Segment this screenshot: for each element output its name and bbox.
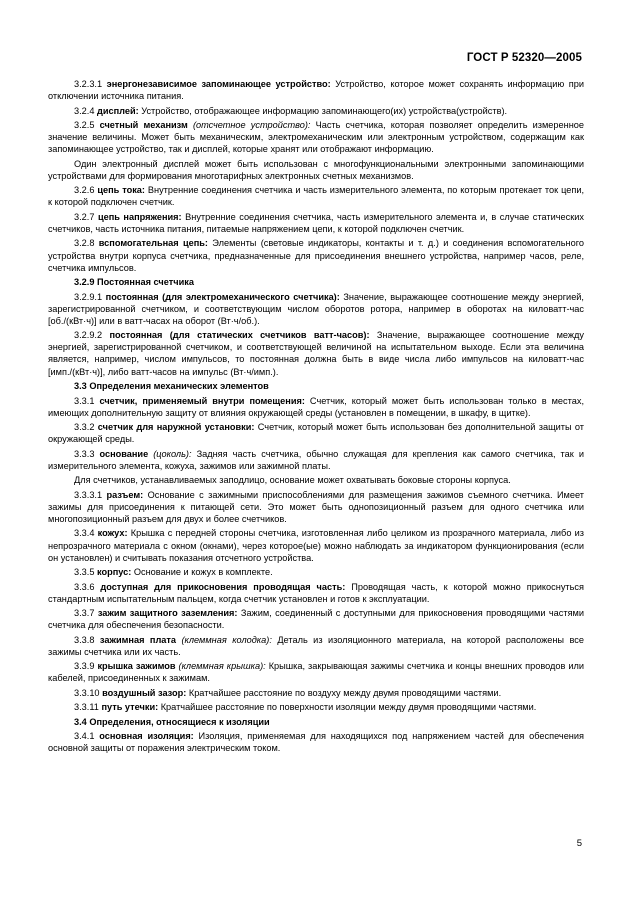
definition-text: Проводящая часть, к которой можно прикоснуться стандартным испытательным пальцем, когда счетчик установлен и готов к эксплуатации.	[48, 581, 584, 604]
definition-text: Кратчайшее расстояние по поверхности изоляции между двумя проводящими частями.	[158, 702, 537, 713]
definition-text: Для счетчиков, устанавливаемых заподлицо, основание может охватывать боковые стороны корпуса.	[74, 475, 511, 486]
alternative-term: (отсчетное устройство):	[187, 120, 311, 131]
definition-paragraph	[48, 687, 584, 699]
definition-paragraph	[48, 395, 584, 419]
definition-paragraph	[48, 730, 584, 754]
clause-number: 3.3.11	[74, 702, 99, 713]
definition-text: Значение, выражающее соотношение между энергией, зарегистрированной счетчиком, и соответствующим числом оборотов ротора, например в оборотах на киловатт-час [об./(кВт·ч)] или в ватт-часах на оборот (Вт·ч/об.).	[48, 291, 584, 326]
section-heading: 3.2.9 Постоянная счетчика	[74, 277, 194, 288]
defined-term: зажимная плата	[99, 634, 177, 645]
defined-term: счетчик для наружной установки:	[97, 422, 255, 433]
clause-number: 3.2.9.1	[74, 291, 103, 302]
definition-paragraph	[48, 237, 584, 273]
definition-text: Деталь из изоляционного материала, на которой расположены все зажимы счетчика или их часть.	[48, 634, 584, 657]
definition-paragraph	[48, 634, 584, 658]
definition-paragraph	[48, 211, 584, 235]
clause-number: 3.2.4	[74, 105, 95, 116]
definition-paragraph	[48, 527, 584, 563]
clause-number: 3.3.3	[74, 448, 95, 459]
clause-number: 3.3.9	[74, 661, 95, 672]
definition-text: Задняя часть счетчика, обычно служащая для крепления как самого счетчика, так и измерительного элемента, кожуха, зажимов или зажимной платы.	[48, 448, 584, 471]
defined-term: крышка зажимов	[97, 661, 176, 672]
clause-number: 3.3.7	[74, 608, 95, 619]
definition-paragraph	[48, 566, 584, 578]
definition-paragraph	[48, 421, 584, 445]
defined-term: доступная для прикосновения проводящая часть:	[100, 581, 346, 592]
definition-paragraph	[48, 329, 584, 377]
defined-term: дисплей:	[97, 105, 139, 116]
clause-number: 3.4.1	[74, 731, 95, 742]
clause-number: 3.2.9.2	[74, 330, 103, 341]
definition-text: Основание с зажимными приспособлениями для размещения зажимов съемного счетчика. Имеет зажимы для присоединения к питающей сети. Это может быть однопозиционный разъем для одного счетчика или многопозиционный разъем для двух и более счетчиков.	[48, 489, 584, 524]
definition-paragraph	[48, 448, 584, 472]
defined-term: основание	[99, 448, 149, 459]
definition-paragraph	[48, 158, 584, 182]
page-number: 5	[576, 838, 582, 849]
definition-text: Кратчайшее расстояние по воздуху между двумя проводящими частями.	[186, 687, 502, 698]
definition-paragraph	[48, 607, 584, 631]
clause-number: 3.3.10	[74, 687, 100, 698]
clause-number: 3.3.2	[74, 422, 95, 433]
defined-term: кожух:	[97, 528, 128, 539]
definition-paragraph	[48, 291, 584, 327]
clause-number: 3.3.4	[74, 528, 95, 539]
clause-number: 3.3.6	[74, 581, 95, 592]
definition-text: Элементы (световые индикаторы, контакты и т. д.) и соединения вспомогательного устройства внутри корпуса счетчика, предназначенные для присоединения внешнего устройства, например часов, реле, счетчика импульсов.	[48, 238, 584, 273]
defined-term: счетчик, применяемый внутри помещения:	[99, 395, 305, 406]
definition-text: Зажим, соединенный с доступными для прикосновения проводящими частями счетчика для обеспечения безопасности.	[48, 608, 584, 631]
definition-text: Счетчик, который может быть использован только в местах, имеющих дополнительную защиту от влияния окружающей среды (установлен в помещении, в шкафу, в щитке).	[48, 395, 584, 418]
clause-number: 3.2.5	[74, 120, 95, 131]
clause-number: 3.2.8	[74, 238, 95, 249]
defined-term: основная изоляция:	[99, 731, 194, 742]
defined-term: зажим защитного заземления:	[97, 608, 238, 619]
defined-term: постоянная (для статических счетчиков ватт-часов):	[109, 330, 370, 341]
definition-paragraph	[48, 701, 584, 713]
definition-text: Внутренние соединения счетчика, часть измерительного элемента и, в случае статических счетчиков, часть источника питания, питаемые напряжением цепи, к которой подключен счетчик.	[48, 211, 584, 234]
clause-number: 3.3.1	[74, 395, 95, 406]
clause-number: 3.2.7	[74, 211, 95, 222]
definition-text: Значение, выражающее соотношение между энергией, зарегистрированной счетчиком, и соответствующей величиной на испытательном выходе. Если эта величина является, например, числом импульсов, то постоянная должна быть в виде числа либо импульсов на киловатт-час [имп./(кВт·ч)], либо ватт-часов на импульс (Вт·ч/имп.).	[48, 330, 584, 377]
section-heading: 3.3 Определения механических элементов	[74, 381, 269, 392]
definition-text: Один электронный дисплей может быть использован с многофункциональными электронными запоминающими устройствами для формирования многотарифных электронных счетных механизмов.	[48, 158, 584, 181]
definition-text: Крышка, закрывающая зажимы счетчика и концы внешних проводов или кабелей, присоединенных к зажимам.	[48, 661, 584, 684]
definition-text: Основание и кожух в комплекте.	[131, 567, 273, 578]
defined-term: вспомогательная цепь:	[98, 238, 208, 249]
definition-text: Устройство, которое может сохранять информацию при отключении источника питания.	[48, 79, 584, 102]
definition-text: Счетчик, который может быть использован без дополнительной защиты от окружающей среды.	[48, 422, 584, 445]
alternative-term: (клеммная крышка):	[175, 661, 266, 672]
alternative-term: (цоколь):	[148, 448, 192, 459]
defined-term: энергонезависимое запоминающее устройство:	[106, 79, 331, 89]
definition-paragraph	[48, 119, 584, 155]
defined-term: цепь тока:	[97, 185, 145, 196]
defined-term: разъем:	[106, 489, 144, 500]
definition-text: Устройство, отображающее информацию запоминающего(их) устройства(устройств).	[138, 105, 508, 116]
definition-paragraph	[48, 474, 584, 486]
document-body	[48, 78, 584, 757]
document-header: ГОСТ Р 52320—2005	[466, 52, 582, 64]
alternative-term: (клеммная колодка):	[176, 634, 272, 645]
clause-number: 3.2.6	[74, 185, 95, 196]
clause-number: 3.3.5	[74, 567, 95, 578]
definition-paragraph	[48, 660, 584, 684]
defined-term: воздушный зазор:	[102, 687, 187, 698]
definition-text: Изоляция, применяемая для находящихся под напряжением частей для обеспечения основной защиты от поражения электрическим током.	[48, 731, 584, 754]
definition-text: Внутренние соединения счетчика и часть измерительного элемента, по которым протекает ток цепи, к которой подключен счетчик.	[48, 185, 585, 208]
defined-term: путь утечки:	[101, 702, 159, 713]
defined-term: постоянная (для электромеханического счетчика):	[105, 291, 340, 302]
definition-paragraph	[48, 581, 584, 605]
definition-paragraph	[48, 78, 584, 102]
definition-paragraph	[48, 184, 584, 208]
defined-term: счетный механизм	[99, 120, 188, 131]
defined-term: корпус:	[97, 567, 132, 578]
definition-text: Часть счетчика, которая позволяет определить измеренное значение величины. Может быть механическим, электромеханическим или электронным устройством, содержащим как запоминающее устройство, так и дисплей, которые хранят или отображают информацию.	[48, 120, 584, 155]
definition-text: Крышка с передней стороны счетчика, изготовленная либо целиком из прозрачного материала, либо из непрозрачного материала с окном (окнами), через которое(ые) можно наблюдать за индикатором функционирования (если он установлен) и считывать показания отсчетного устройства.	[48, 528, 584, 563]
clause-number: 3.2.3.1	[74, 79, 103, 89]
clause-number: 3.3.3.1	[74, 489, 103, 500]
clause-number: 3.3.8	[74, 634, 95, 645]
defined-term: цепь напряжения:	[97, 211, 182, 222]
definition-paragraph	[48, 105, 584, 117]
definition-paragraph	[48, 489, 584, 525]
section-heading: 3.4 Определения, относящиеся к изоляции	[74, 716, 270, 727]
